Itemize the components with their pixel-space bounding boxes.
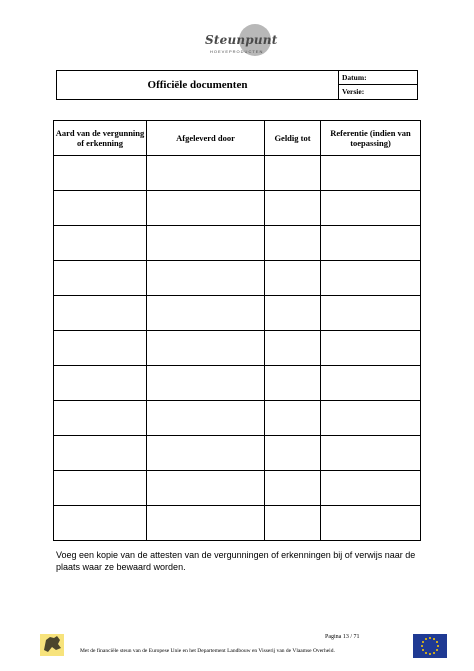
table-cell[interactable]: [265, 331, 321, 366]
table-row: [54, 191, 421, 226]
table-row: [54, 506, 421, 541]
flemish-lion-icon: [38, 630, 66, 658]
table-cell[interactable]: [265, 156, 321, 191]
table-cell[interactable]: [147, 261, 265, 296]
table-cell[interactable]: [147, 436, 265, 471]
page-number: Pagina 13 / 71: [325, 634, 360, 640]
table-cell[interactable]: [54, 191, 147, 226]
table-cell[interactable]: [147, 471, 265, 506]
table-row: [54, 436, 421, 471]
table-cell[interactable]: [265, 296, 321, 331]
column-header-geldig: Geldig tot: [265, 121, 321, 156]
table-cell[interactable]: [54, 261, 147, 296]
table-cell[interactable]: [265, 471, 321, 506]
versie-label: Versie:: [342, 87, 365, 96]
table-cell[interactable]: [321, 331, 421, 366]
table-cell[interactable]: [147, 331, 265, 366]
table-cell[interactable]: [321, 261, 421, 296]
table-cell[interactable]: [54, 226, 147, 261]
table-cell[interactable]: [54, 506, 147, 541]
table-cell[interactable]: [321, 436, 421, 471]
table-row: [54, 296, 421, 331]
table-cell[interactable]: [147, 296, 265, 331]
table-cell[interactable]: [265, 261, 321, 296]
table-cell[interactable]: [321, 296, 421, 331]
datum-label: Datum:: [339, 71, 417, 85]
steunpunt-logo: [205, 24, 278, 60]
table-row: [54, 261, 421, 296]
page-title: Officiële documenten: [57, 71, 339, 99]
logo-text: Steunpunt: [205, 33, 278, 47]
table-cell[interactable]: [147, 401, 265, 436]
column-header-aard: Aard van de vergunning of erkenning: [54, 121, 147, 156]
table-cell[interactable]: [265, 401, 321, 436]
table-cell[interactable]: [321, 156, 421, 191]
table-cell[interactable]: [265, 506, 321, 541]
table-cell[interactable]: [54, 156, 147, 191]
column-header-referentie: Referentie (indien van toepassing): [321, 121, 421, 156]
table-row: [54, 331, 421, 366]
logo-subtitle: HOEVEPRODUCTEN: [210, 49, 264, 54]
footer-text: Met de financiële steun van de Europese Unie en het Departement Landbouw en Visserij van de Vlaamse Overheid.: [80, 648, 335, 654]
table-cell[interactable]: [54, 436, 147, 471]
table-row: [54, 471, 421, 506]
table-cell[interactable]: [321, 506, 421, 541]
table-cell[interactable]: [147, 366, 265, 401]
column-header-afgeleverd: Afgeleverd door: [147, 121, 265, 156]
document-header: [56, 70, 418, 100]
table-cell[interactable]: [54, 331, 147, 366]
table-cell[interactable]: [321, 366, 421, 401]
table-cell[interactable]: [321, 191, 421, 226]
eu-flag-icon: [413, 634, 447, 658]
table-row: [54, 226, 421, 261]
table-row: [54, 366, 421, 401]
table-cell[interactable]: [265, 366, 321, 401]
table-cell[interactable]: [147, 226, 265, 261]
table-cell[interactable]: [321, 471, 421, 506]
table-cell[interactable]: [321, 226, 421, 261]
documents-table: [53, 120, 421, 541]
instruction-note: Voeg een kopie van de attesten van de vergunningen of erkenningen bij of verwijs naar de plaats waar ze bewaard worden.: [56, 550, 416, 572]
table-row: [54, 401, 421, 436]
table-cell[interactable]: [147, 156, 265, 191]
table-cell[interactable]: [54, 401, 147, 436]
table-row: [54, 156, 421, 191]
header-meta: [339, 71, 417, 99]
table-cell[interactable]: [147, 506, 265, 541]
table-cell[interactable]: [265, 436, 321, 471]
table-cell[interactable]: [54, 366, 147, 401]
table-cell[interactable]: [147, 191, 265, 226]
table-header-row: [54, 121, 421, 156]
table-cell[interactable]: [54, 471, 147, 506]
table-cell[interactable]: [265, 191, 321, 226]
table-body: [54, 156, 421, 541]
table-cell[interactable]: [54, 296, 147, 331]
table-cell[interactable]: [265, 226, 321, 261]
table-cell[interactable]: [321, 401, 421, 436]
